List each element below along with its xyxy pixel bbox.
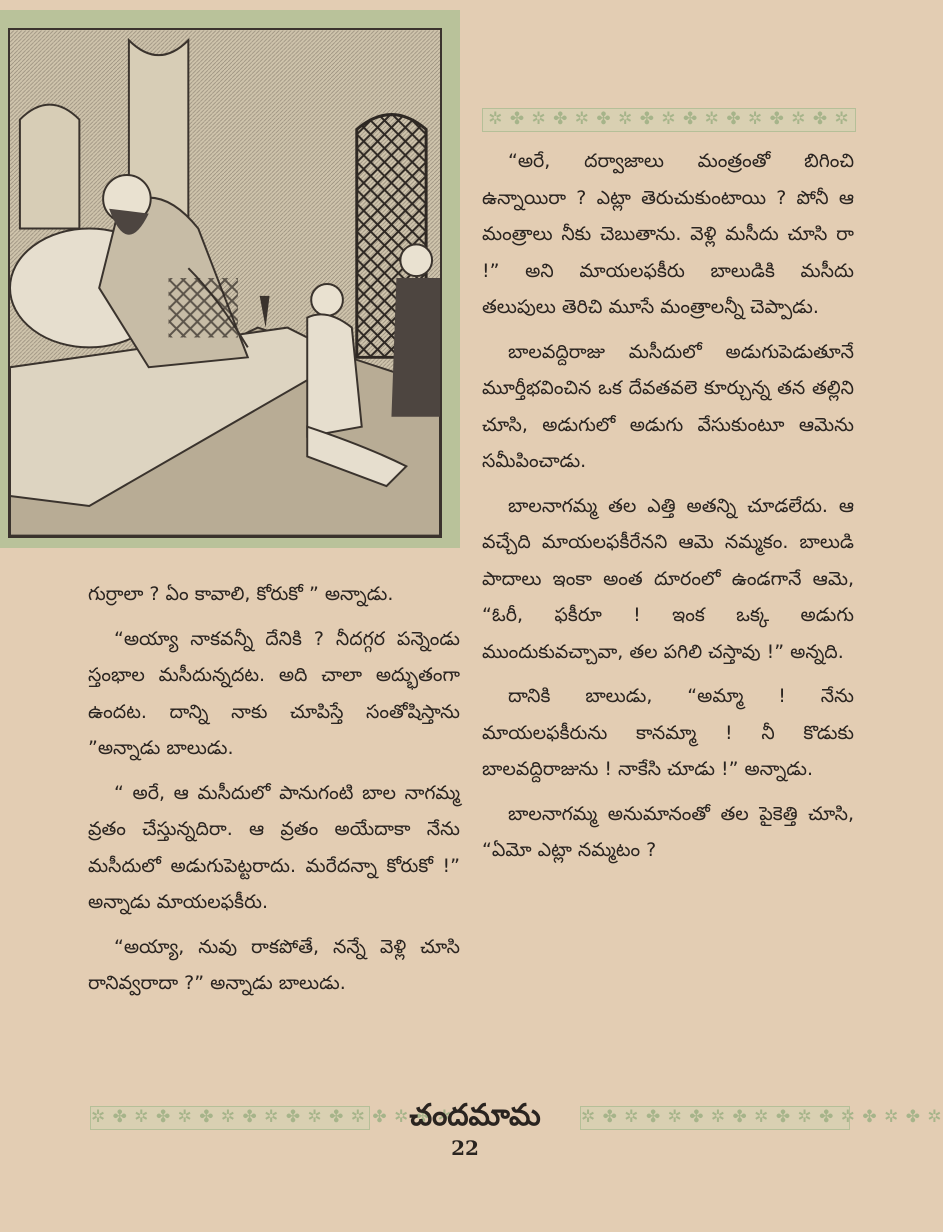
right-text-column [482, 143, 854, 877]
paragraph: బాలనాగమ్మ తల ఎత్తి అతన్ని చూడలేదు. ఆ వచ్చేది మాయలఫకీరేనని ఆమె నమ్మకం. బాలుడి పాదాలు ఇంకా అంత దూరంలో ఉండగానే ఆమె, “ఓరీ, ఫకీరూ ! ఇంక ఒక్క అడుగు ముందుకువచ్చావా, తల పగిలి చస్తావు !” అన్నది. [482, 494, 854, 663]
paragraph: బాలనాగమ్మ అనుమానంతో తల పైకెత్తి చూసి, “ఏమో ఎట్లా నమ్మటం ? [482, 802, 854, 861]
paragraph: “అయ్యా, నువు రాకపోతే, నన్నే వెళ్లి చూసి రానివ్వరాదా ?” అన్నాడు బాలుడు. [88, 935, 460, 994]
illustration-fakir-and-boy-icon [10, 30, 440, 536]
paragraph: “అయ్యా నాకవన్నీ దేనికి ? నీదగ్గర పన్నెండు స్తంభాల మసీదున్నదట. అది చాలా అద్భుతంగా ఉందట. దాన్ని నాకు చూపిస్తే సంతోషిస్తాను ”అన్నాడు బాలుడు. [88, 627, 460, 759]
left-text-column [88, 576, 460, 1010]
ornamental-border-top: ✲ ✤ ✲ ✤ ✲ ✤ ✲ ✤ ✲ ✤ ✲ ✤ ✲ ✤ ✲ ✤ ✲ [482, 108, 856, 132]
paragraph: “ అరే, ఆ మసీదులో పానుగంటి బాల నాగమ్మ వ్రతం చేస్తున్నదిరా. ఆ వ్రతం అయేదాకా నేను మసీదులో అడుగుపెట్టరాదు. మరేదన్నా కోరుకో !” అన్నాడు మాయలఫకీరు. [88, 781, 460, 913]
paragraph: గుర్రాలా ? ఏం కావాలి, కోరుకో ” అన్నాడు. [88, 583, 394, 605]
paragraph: “అరే, దర్వాజాలు మంత్రంతో బిగించి ఉన్నాయిరా ? ఎట్లా తెరుచుకుంటాయి ? పోనీ ఆ మంత్రాలు నీకు చెబుతాను. వెళ్లి మసీదు చూసి రా !” అని మాయలఫకీరు బాలుడికి మసీదు తలుపులు తెరిచి మూసే మంత్రాలన్నీ చెప్పాడు. [482, 150, 854, 318]
paragraph: దానికి బాలుడు, “అమ్మా ! నేను మాయలఫకీరును కానమ్మా ! నీ కొడుకు బాలవద్దిరాజును ! నాకేసి చూడు !” అన్నాడు. [482, 685, 854, 780]
magazine-title: చందమామ [409, 1098, 541, 1133]
paragraph: బాలవద్దిరాజు మసీదులో అడుగుపెడుతూనే మూర్తీభవించిన ఒక దేవతవలె కూర్చున్న తన తల్లిని చూసి, అడుగులో అడుగు వేసుకుంటూ ఆమెను సమీపించాడు. [482, 340, 854, 472]
ornamental-border-bottom-left: ✲ ✤ ✲ ✤ ✲ ✤ ✲ ✤ ✲ ✤ ✲ ✤ ✲ ✤ ✲ ✤ ✲ [90, 1106, 370, 1130]
illustration-frame [0, 10, 460, 548]
ornamental-border-bottom-right: ✲ ✤ ✲ ✤ ✲ ✤ ✲ ✤ ✲ ✤ ✲ ✤ ✲ ✤ ✲ ✤ ✲ [580, 1106, 850, 1130]
story-illustration [8, 28, 442, 538]
page-number: 22 [451, 1136, 479, 1160]
